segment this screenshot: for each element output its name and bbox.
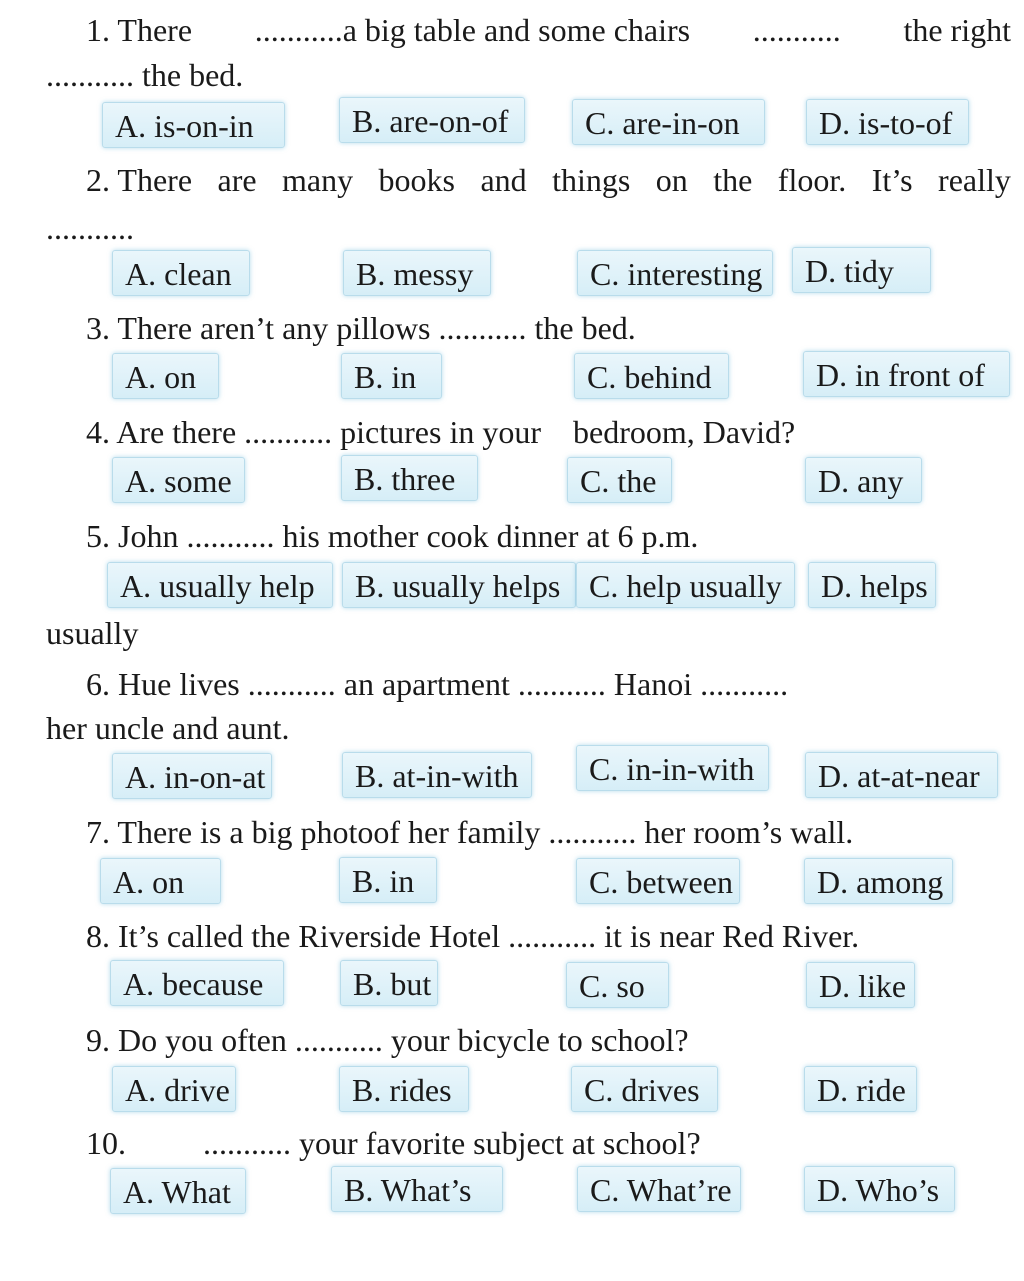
question-3-option-b[interactable]: B. in xyxy=(341,353,442,399)
question-6-option-a[interactable]: A. in-on-at xyxy=(112,753,272,799)
question-8-option-b[interactable]: B. but xyxy=(340,960,438,1006)
question-1-stem-part: ........... xyxy=(752,12,841,48)
question-9-option-c[interactable]: C. drives xyxy=(571,1066,718,1112)
question-9-option-b[interactable]: B. rides xyxy=(339,1066,469,1112)
question-10-stem: ........... your favorite subject at school? xyxy=(203,1125,701,1161)
question-3-stem: 3. There aren’t any pillows ........... the bed. xyxy=(86,310,636,346)
question-3-option-c[interactable]: C. behind xyxy=(574,353,729,399)
question-8-option-c[interactable]: C. so xyxy=(566,962,669,1008)
question-1-stem-part: ...........a big table and some chairs xyxy=(254,12,691,48)
question-2-option-d[interactable]: D. tidy xyxy=(792,247,931,293)
question-8-stem: 8. It’s called the Riverside Hotel ........... it is near Red River. xyxy=(86,918,860,954)
question-2-stem-word: and xyxy=(480,162,527,198)
question-9-stem: 9. Do you often ........... your bicycle to school? xyxy=(86,1022,689,1058)
question-4-option-c[interactable]: C. the xyxy=(567,457,672,503)
question-5-option-d[interactable]: D. helps xyxy=(808,562,936,608)
question-1-stem-part: 1. There xyxy=(86,12,193,48)
question-2-stem-word: It’s xyxy=(871,162,913,198)
question-5-option-a[interactable]: A. usually help xyxy=(107,562,333,608)
question-1-option-b[interactable]: B. are-on-of xyxy=(339,97,525,143)
question-2-stem xyxy=(86,160,1011,200)
question-1-stem xyxy=(86,10,1011,50)
question-7-option-b[interactable]: B. in xyxy=(339,857,437,903)
question-7-option-a[interactable]: A. on xyxy=(100,858,221,904)
question-5-option-b[interactable]: B. usually helps xyxy=(342,562,576,608)
question-1-stem-part: the right xyxy=(903,12,1011,48)
question-10-option-b[interactable]: B. What’s xyxy=(331,1166,503,1212)
question-3-option-d[interactable]: D. in front of xyxy=(803,351,1010,397)
question-6-option-d[interactable]: D. at-at-near xyxy=(805,752,998,798)
question-5-stem: 5. John ........... his mother cook dinner at 6 p.m. xyxy=(86,518,699,554)
question-9-option-a[interactable]: A. drive xyxy=(112,1066,236,1112)
question-4-option-d[interactable]: D. any xyxy=(805,457,922,503)
question-6-stem: 6. Hue lives ........... an apartment ........... Hanoi ........... xyxy=(86,666,789,702)
question-4-option-b[interactable]: B. three xyxy=(341,455,478,501)
question-6-option-c[interactable]: C. in-in-with xyxy=(576,745,769,791)
question-2-option-a[interactable]: A. clean xyxy=(112,250,250,296)
question-7-stem: 7. There is a big photoof her family ........... her room’s wall. xyxy=(86,814,854,850)
question-2-stem-continued: ........... xyxy=(46,210,134,246)
question-2-stem-word: books xyxy=(378,162,455,198)
question-1-option-a[interactable]: A. is-on-in xyxy=(102,102,285,148)
question-6-stem-continued: her uncle and aunt. xyxy=(46,710,290,746)
question-6-option-b[interactable]: B. at-in-with xyxy=(342,752,532,798)
question-2-stem-word: the xyxy=(713,162,753,198)
question-10-number: 10. xyxy=(86,1125,126,1161)
question-2-option-c[interactable]: C. interesting xyxy=(577,250,773,296)
question-2-stem-word: are xyxy=(217,162,257,198)
question-10-option-a[interactable]: A. What xyxy=(110,1168,246,1214)
question-4-stem: 4. Are there ........... pictures in your bedroom, David? xyxy=(86,414,796,450)
question-8-option-a[interactable]: A. because xyxy=(110,960,284,1006)
question-8-option-d[interactable]: D. like xyxy=(806,962,915,1008)
question-5-option-c[interactable]: C. help usually xyxy=(576,562,795,608)
question-2-stem-word: 2. There xyxy=(86,162,193,198)
question-2-stem-word: on xyxy=(655,162,688,198)
question-1-option-d[interactable]: D. is-to-of xyxy=(806,99,969,145)
question-2-stem-word: things xyxy=(552,162,631,198)
question-2-stem-word: floor. xyxy=(777,162,847,198)
question-7-option-c[interactable]: C. between xyxy=(576,858,740,904)
question-4-option-a[interactable]: A. some xyxy=(112,457,245,503)
question-1-option-c[interactable]: C. are-in-on xyxy=(572,99,765,145)
question-2-option-b[interactable]: B. messy xyxy=(343,250,491,296)
question-10-option-d[interactable]: D. Who’s xyxy=(804,1166,955,1212)
question-7-option-d[interactable]: D. among xyxy=(804,858,953,904)
question-5-option-d-continued: usually xyxy=(46,615,139,651)
question-2-stem-word: really xyxy=(938,162,1011,198)
question-2-stem-word: many xyxy=(282,162,354,198)
question-9-option-d[interactable]: D. ride xyxy=(804,1066,917,1112)
question-3-option-a[interactable]: A. on xyxy=(112,353,219,399)
question-1-stem-continued: ........... the bed. xyxy=(46,57,244,93)
question-10-option-c[interactable]: C. What’re xyxy=(577,1166,741,1212)
